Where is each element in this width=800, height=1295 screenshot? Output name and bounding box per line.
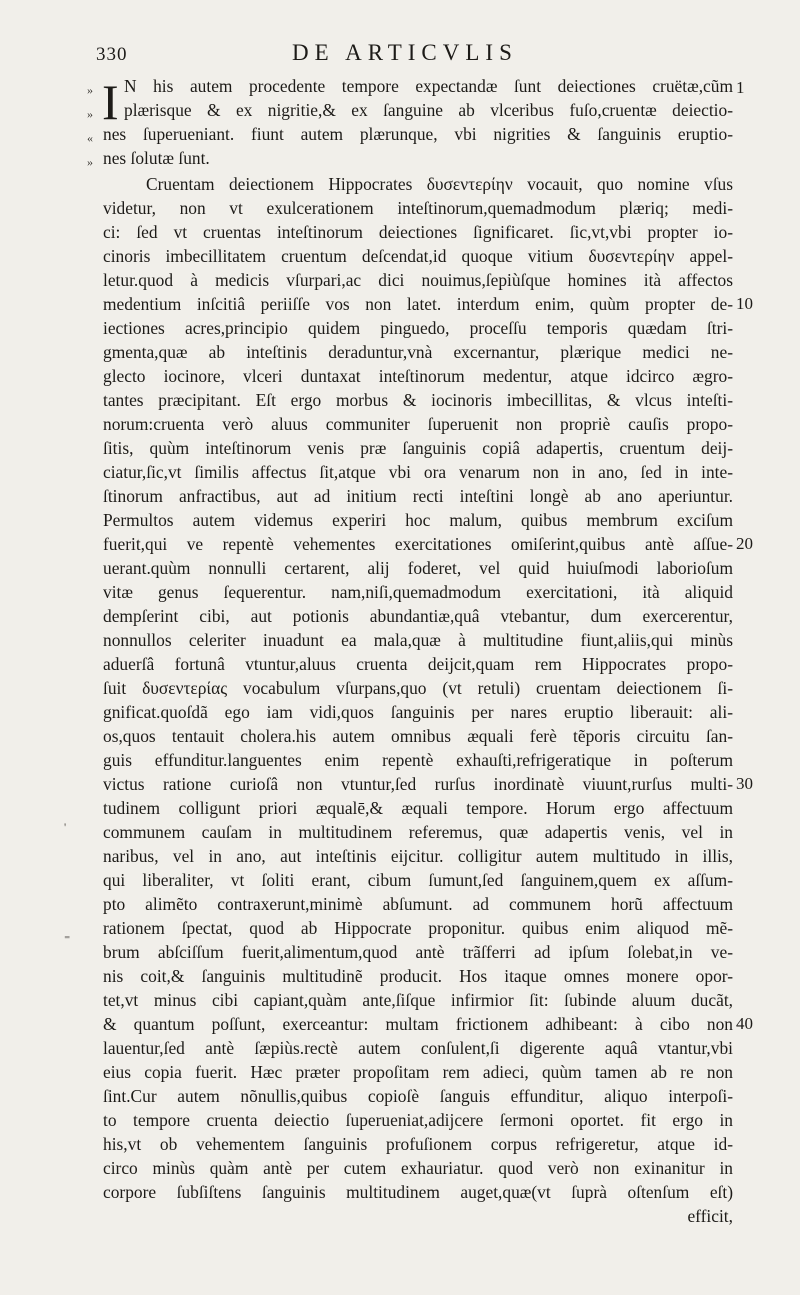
text-line: victus ratione curioſâ non vtuntur,ſed rurſus inordinatè viuunt,rurſus multi- — [103, 774, 733, 794]
text-line: plærisque & ex nigritie,& ex ſanguine ab vlceribus fuſo,cruentæ deiectio- — [124, 100, 733, 120]
quote-mark: » — [87, 83, 93, 97]
text-line: ſint.Cur autem nõnullis,quibus copioſè ſanguis effunditur, aliquo interpoſi- — [103, 1086, 733, 1106]
text-line: nes ſolutæ ſunt. — [103, 148, 210, 168]
text-line: tet,vt minus cibi capiant,quàm ante,ſiſque infirmior ſit: ſubinde aluum ducãt, — [103, 990, 733, 1010]
line-number: 10 — [736, 294, 753, 313]
text-line: ſuit δυσεντερίας vocabulum vſurpans,quo (vt retuli) cruentam deiectionem ſi- — [103, 678, 733, 698]
text-line: pto alimẽto contraxerunt,minimè abſumunt. ad communem horũ affectuum — [103, 894, 733, 914]
text-line: aduerſâ fortunâ vtuntur,aluus cruenta deijcit,quam rem Hippocrates propo- — [103, 654, 733, 674]
text-line: & quantum poſſunt, exerceantur: multam frictionem adhibeant: à cibo non — [103, 1014, 733, 1034]
text-line: fuerit,qui ve repentè vehementes exercitationes omiſerint,quibus antè aſſue- — [103, 534, 733, 554]
drop-cap: I — [102, 74, 119, 130]
text-line: uerant.quùm nonnulli certarent, alij foderet, vel quid huiuſmodi laborioſum — [103, 558, 733, 578]
text-line: nonnullos celeriter inuadunt ea mala,quæ à multitudine fiunt,aliis,qui minùs — [103, 630, 733, 650]
text-line: to tempore cruenta deiectio ſuperueniat,adijcere ſermoni oportet. fit ergo in — [103, 1110, 733, 1130]
text-line: medentium inſcitiâ periiſſe vos non latet. interdum enim, quùm propter de- — [103, 294, 733, 314]
text-line: lauentur,ſed antè ſæpiùs.rectè autem conſulent,ſi digerente aquâ vtantur,vbi — [103, 1038, 733, 1058]
text-line: circo minùs quàm antè per cutem exhauriatur. quod verò non exinanitur in — [103, 1158, 733, 1178]
text-line: ci: ſed vt cruentas inteſtinorum deiectiones ſignificaret. ſic,vt,vbi propter io- — [103, 222, 733, 242]
text-line: iectiones acres,principio quidem pinguedo, proceſſu temporis quædam ſtri- — [103, 318, 733, 338]
text-line: os,quos tentauit cholera.his autem omnibus æquali ferè tẽporis circuitu ſan- — [103, 726, 733, 746]
text-line: cinoris imbecillitatem cruentum deſcendat,id quoque vitium δυσεντερίην appel- — [103, 246, 733, 266]
text-line: qui liberaliter, vt ſoliti erant, cibum ſumunt,ſed ſanguinem,quem ex aſſum- — [103, 870, 733, 890]
running-head: DE ARTICVLIS — [292, 40, 518, 65]
margin-mark: ⁼ — [64, 932, 71, 946]
text-line: dempſerint cibi, aut potionis abundantiæ,quâ vtebantur, dum exercerentur, — [103, 606, 733, 626]
text-line: N his autem procedente tempore expectandæ ſunt deiectiones cruëtæ,cũm — [124, 76, 733, 96]
text-line: gnificat.quoſdã ego iam vidi,quos ſanguinis per nares eruptio liberauit: ali- — [103, 702, 733, 722]
text-line: glecto iocinore, vlceri duntaxat inteſtinorum medentur, atque idcirco ægro- — [103, 366, 733, 386]
text-line: corpore ſubſiſtens ſanguinis multitudinem auget,quæ(vt ſuprà oſtenſum eſt) — [103, 1182, 733, 1202]
text-line: letur.quod à medicis vſurpari,ac dici nouimus,ſepiùſque homines ità affectos — [103, 270, 733, 290]
text-line: eius copia fuerit. Hæc præter propoſitam rem adieci, quùm tamen ab re non — [103, 1062, 733, 1082]
page-header — [92, 40, 752, 66]
text-line: vitæ genus ſequerentur. nam,niſi,quemadmodum exercitationi, ità aliquid — [103, 582, 733, 602]
text-line: tantes præcipitant. Eſt ergo morbus & iocinoris imbecillitas, & vlcus inteſti- — [103, 390, 733, 410]
line-number: 30 — [736, 774, 753, 793]
text-line: ciatur,ſic,vt ſimilis affectus ſit,atque vbi ora venarum non in ano, ſed in inte- — [103, 462, 733, 482]
text-line: communem cauſam in multitudinem referemus, quæ adapertis venis, vel in — [103, 822, 733, 842]
text-line: nes ſuperueniant. fiunt autem plærunque, vbi nigrities & ſanguinis eruptio- — [103, 124, 733, 144]
text-line: brum abſciſſum fuerit,alimentum,quod antè trãſferri ad ipſum ſolebat,in ve- — [103, 942, 733, 962]
quote-mark: » — [87, 107, 93, 121]
page-number: 330 — [96, 44, 128, 65]
line-number: 20 — [736, 534, 753, 553]
text-line: guis effunditur.languentes enim repentè exhauſti,refrigeratique in poſterum — [103, 750, 733, 770]
text-line: efficit, — [687, 1206, 733, 1226]
text-line: tudinem colligunt priori æqualē,& æquali tempore. Horum ergo affectuum — [103, 798, 733, 818]
margin-mark: ' — [64, 820, 67, 834]
line-number: 1 — [736, 78, 745, 97]
text-line: videtur, non vt exulcerationem inteſtinorum,quemadmodum plæriq; medi- — [103, 198, 733, 218]
text-line: his,vt ob vehementem ſanguinis profuſionem corpus refrigeretur, atque id- — [103, 1134, 733, 1154]
quote-mark: » — [87, 155, 93, 169]
text-line: norum:cruenta verò aluus communiter ſuperuenit non propriè cauſis propo- — [103, 414, 733, 434]
text-line: ſtinorum anfractibus, aut ad initium recti inteſtini longè ab ano aperiuntur. — [103, 486, 733, 506]
text-line: naribus, vel in ano, aut inteſtinis eijcitur. colligitur autem multitudo in illis, — [103, 846, 733, 866]
text-line: nis coit,& ſanguinis multitudinẽ producit. Hos itaque omnes monere opor- — [103, 966, 733, 986]
text-line: ſitis, quùm inteſtinorum venis præ ſanguinis copiâ adapertis, cruentum deij- — [103, 438, 733, 458]
quote-mark: « — [87, 131, 93, 145]
text-line: rationem ſpectat, quod ab Hippocrate proponitur. quibus enim aliquod mẽ- — [103, 918, 733, 938]
text-line: Cruentam deiectionem Hippocrates δυσεντερίην vocauit, quo nomine vſus — [146, 174, 733, 194]
text-line: gmenta,quæ ab inteſtinis deraduntur,vnà excernantur, plærique medici ne- — [103, 342, 733, 362]
text-line: Permultos autem videmus experiri hoc malum, quibus membrum exciſum — [103, 510, 733, 530]
line-number: 40 — [736, 1014, 753, 1033]
